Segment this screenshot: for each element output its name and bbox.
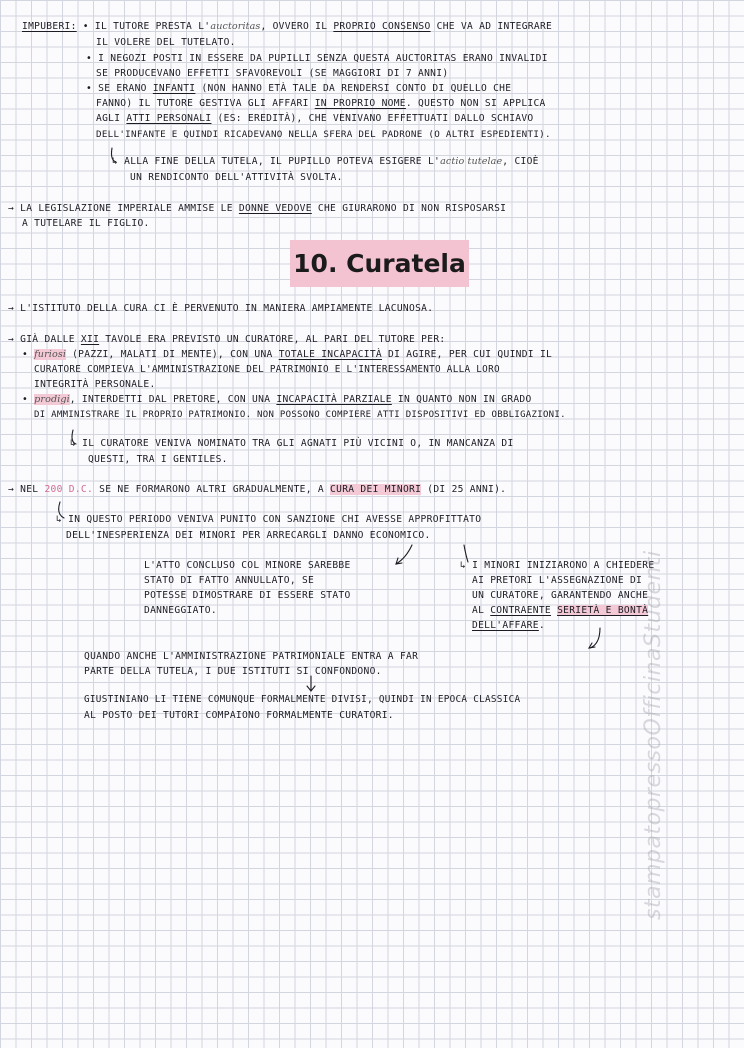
furiosi-line-3: INTEGRITÀ PERSONALE.	[34, 379, 156, 390]
underlined-text: DELL'AFFARE	[472, 620, 539, 631]
text: • SE ERANO	[86, 83, 153, 94]
highlighted-term: furiosi	[34, 349, 67, 360]
text: • IL TUTORE PRESTA L'	[82, 21, 211, 32]
text: → GIÀ DALLE	[8, 334, 81, 345]
curatore-minori-line-3: UN CURATORE, GARANTENDO ANCHE	[472, 590, 649, 601]
underlined-text: INCAPACITÀ PARZIALE	[276, 394, 392, 405]
branch-arrow-left	[396, 545, 412, 564]
minori-line-3: DELL'INESPERIENZA DEI MINORI PER ARRECARGLI DANNO ECONOMICO.	[66, 530, 431, 541]
text: •	[22, 394, 35, 405]
annullamento-line-1: L'ATTO CONCLUSO COL MINORE SAREBBE	[144, 560, 351, 571]
date-text: 200 D.C.	[44, 484, 94, 495]
minori-line-1	[8, 484, 506, 496]
curatore-minori-line-4	[472, 605, 648, 617]
text: , CIOÈ	[502, 156, 539, 167]
legislazione-line-2: A TUTELARE IL FIGLIO.	[22, 218, 150, 229]
text: IN QUANTO NON IN GRADO	[391, 394, 532, 405]
text: CHE GIURARONO DI NON RISPOSARSI	[311, 203, 507, 214]
impuberi-line-4: SE PRODUCEVANO EFFETTI SFAVOREVOLI (SE MAGGIORI DI 7 ANNI)	[96, 68, 449, 79]
arrowhead	[307, 686, 315, 691]
impuberi-line-9	[112, 156, 539, 168]
underlined-text: TOTALE INCAPACITÀ	[278, 349, 382, 360]
underlined-text: ATTI PERSONALI	[126, 113, 212, 124]
prodigi-line-1	[22, 394, 532, 406]
text: ↳ ALLA FINE DELLA TUTELA, IL PUPILLO POTEVA ESIGERE L'	[112, 156, 441, 167]
prodigi-line-2: DI AMMINISTRARE IL PROPRIO PATRIMONIO. NON POSSONO COMPIERE ATTI DISPOSITIVI ED OBBLIGAZIONI.	[34, 410, 566, 420]
confusione-line-1: QUANDO ANCHE L'AMMINISTRAZIONE PATRIMONIALE ENTRA A FAR	[84, 651, 419, 662]
underlined-text: PROPRIO CONSENSO	[333, 21, 431, 32]
text: → LA LEGISLAZIONE IMPERIALE AMMISE LE	[8, 203, 239, 214]
underlined-text: SERIETÀ E BONTÀ	[557, 605, 649, 616]
highlighted-term: CURA DEI MINORI	[330, 484, 422, 495]
arrowhead	[396, 558, 402, 564]
impuberi-line-5	[86, 83, 511, 95]
curatore-nomina-line-2: QUESTI, TRA I GENTILES.	[88, 454, 228, 465]
text: (ES: EREDITÀ), CHE VENIVANO EFFETTUATI DALLO SCHIAVO	[211, 113, 534, 124]
minori-line-2: ↳ IN QUESTO PERIODO VENIVA PUNITO CON SANZIONE CHI AVESSE APPROFITTATO	[56, 514, 482, 525]
text: (NON HANNO ETÀ TALE DA RENDERSI CONTO DI QUELLO CHE	[195, 83, 512, 94]
legislazione-line-1	[8, 203, 506, 215]
section-title-box	[290, 240, 469, 287]
confusione-line-2: PARTE DELLA TUTELA, I DUE ISTITUTI SI CONFONDONO.	[84, 666, 382, 677]
giustiniano-line-1: GIUSTINIANO LI TIENE COMUNQUE FORMALMENTE DIVISI, QUINDI IN EPOCA CLASSICA	[84, 694, 521, 705]
curve-arrow	[590, 628, 600, 648]
impuberi-line-7	[96, 113, 534, 125]
underlined-text: INFANTI	[152, 83, 196, 94]
impuberi-line-6	[96, 98, 546, 110]
text: (DI 25 ANNI).	[421, 484, 507, 495]
text: TAVOLE ERA PREVISTO UN CURATORE, AL PARI DEL TUTORE PER:	[99, 334, 446, 345]
arrowhead	[589, 643, 595, 648]
annullamento-line-2: STATO DI FATTO ANNULLATO, SE	[144, 575, 315, 586]
text: SE NE FORMARONO ALTRI GRADUALMENTE, A	[93, 484, 331, 495]
text: , OVVERO IL	[260, 21, 334, 32]
furiosi-line-2: CURATORE COMPIEVA L'AMMINISTRAZIONE DEL PATRIMONIO E L'INTERESSAMENTO ALLA LORO	[34, 364, 500, 375]
text: → NEL	[8, 484, 45, 495]
xii-tavole-line	[8, 334, 445, 346]
underlined-text: CONTRAENTE	[490, 605, 551, 616]
curatore-nomina-line-1: ↳ IL CURATORE VENIVA NOMINATO TRA GLI AGNATI PIÙ VICINI O, IN MANCANZA DI	[70, 438, 514, 449]
watermark-text: stampatopressoOfficinaStudenti	[641, 550, 666, 920]
script-text: actio tutelae	[440, 156, 503, 167]
annullamento-line-4: DANNEGGIATO.	[144, 605, 217, 616]
curatore-minori-line-1: ↳ I MINORI INIZIARONO A CHIEDERE	[460, 560, 655, 571]
text: DI AGIRE, PER CUI QUINDI IL	[381, 349, 553, 360]
impuberi-line-3: • I NEGOZI POSTI IN ESSERE DA PUPILLI SENZA QUESTA AUCTORITAS ERANO INVALIDI	[86, 53, 548, 64]
underlined-text: DONNE VEDOVE	[238, 203, 312, 214]
text: •	[22, 349, 35, 360]
text: AGLI	[96, 113, 127, 124]
furiosi-line-1	[22, 349, 552, 361]
text: AL	[472, 605, 491, 616]
impuberi-line-1	[22, 21, 552, 33]
curatore-minori-line-5	[472, 620, 545, 632]
section-title: 10. Curatela	[293, 249, 466, 278]
underlined-text: IN PROPRIO NOME	[314, 98, 406, 109]
script-text: auctoritas	[210, 21, 261, 32]
giustiniano-line-2: AL POSTO DEI TUTORI COMPAIONO FORMALMENTE CURATORI.	[84, 710, 394, 721]
text: , INTERDETTI DAL PRETORE, CON UNA	[69, 394, 277, 405]
curatela-intro-line: → L'ISTITUTO DELLA CURA CI È PERVENUTO IN MANIERA AMPIAMENTE LACUNOSA.	[8, 303, 434, 314]
annullamento-line-3: POTESSE DIMOSTRARE DI ESSERE STATO	[144, 590, 351, 601]
text: FANNO) IL TUTORE GESTIVA GLI AFFARI	[96, 98, 315, 109]
impuberi-line-10: UN RENDICONTO DELL'ATTIVITÀ SVOLTA.	[130, 172, 343, 183]
underlined-text: XII	[80, 334, 100, 345]
impuberi-line-2: IL VOLERE DEL TUTELATO.	[96, 37, 236, 48]
highlighted-term: prodigi	[34, 394, 70, 405]
text: .	[538, 620, 545, 631]
impuberi-label: IMPUBERI:	[22, 21, 77, 32]
text: CHE VA AD INTEGRARE	[430, 21, 553, 32]
curatore-minori-line-2: AI PRETORI L'ASSEGNAZIONE DI	[472, 575, 643, 586]
text: (PAZZI, MALATI DI MENTE), CON UNA	[66, 349, 279, 360]
impuberi-line-8: DELL'INFANTE E QUINDI RICADEVANO NELLA SFERA DEL PADRONE (O ALTRI ESPEDIENTI).	[96, 129, 551, 140]
text: . QUESTO NON SI APPLICA	[405, 98, 546, 109]
